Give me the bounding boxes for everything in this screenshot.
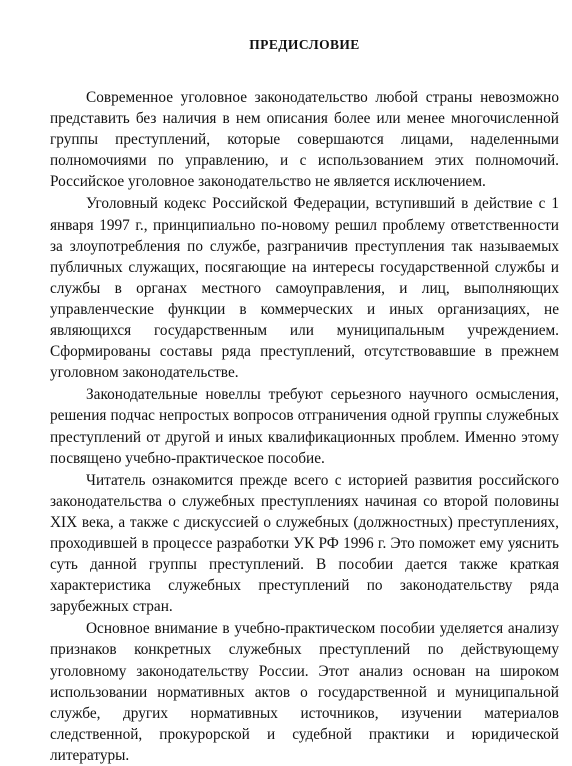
paragraph-3: Законодательные новеллы требуют серьезного научного осмысления, решения подчас непростых вопросов отграничения одной группы служебных преступлений от другой и иных квалификационных проблем. Именно этому посвящено учебно-практическое пособие.: [50, 386, 559, 467]
document-page: [50, 36, 559, 766]
paragraph-1: Современное уголовное законодательство любой страны невозможно представить без наличия в нем описания более или менее многочисленной группы преступлений, которые совершаются лицами, наделенными полномочиями по управлению, и с использованием этих полномочий. Российское уголовное законодательство не является исключением.: [50, 89, 559, 191]
page-title: ПРЕДИСЛОВИЕ: [249, 37, 360, 52]
paragraph-4: Читатель ознакомится прежде всего с историей развития российского законодательства о служебных преступлениях начиная со второй половины XIX века, а также с дискуссией о служебных (должностных) преступлениях, проходившей в процессе разработки УК РФ 1996 г. Это поможет ему уяснить суть данной группы преступлений. В пособии дается также краткая характеристика служебных преступлений по законодательству ряда зарубежных стран.: [50, 471, 559, 616]
paragraph-5: Основное внимание в учебно-практическом пособии уделяется анализу признаков конкретных служебных преступлений по действующему уголовному законодательству России. Этот анализ основан на широком использовании нормативных актов о государственной и муниципальной службе, других нормативных источников, изучении материалов следственной, прокурорской и судебной практики и юридической литературы.: [50, 620, 559, 764]
paragraph-2: Уголовный кодекс Российской Федерации, вступивший в действие с 1 января 1997 г., принципиально по-новому решил проблему ответственности за злоупотребления по службе, разграничив преступления так называемых публичных служащих, посягающие на интересы государственной службы и службы в органах местного самоуправления, и лиц, выполняющих управленческие функции в коммерческих и иных организациях, не являющихся государственным или муниципальным учреждением. Сформированы составы ряда преступлений, отсутствовавшие в прежнем уголовном законодательстве.: [50, 195, 559, 382]
